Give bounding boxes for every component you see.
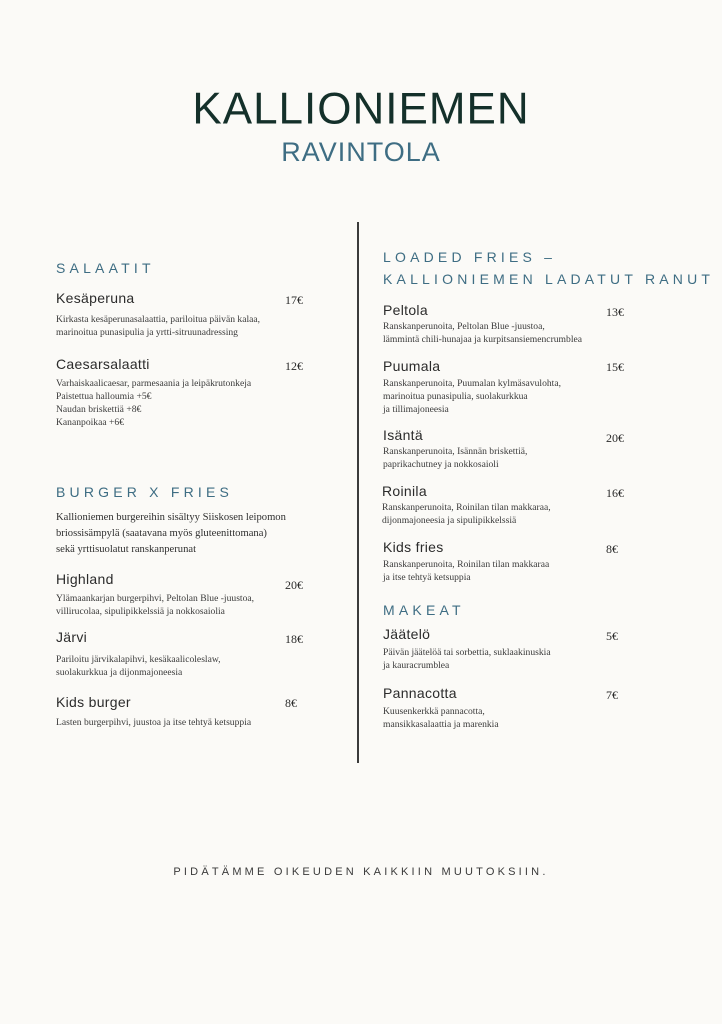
section-title-makeat: MAKEAT: [383, 602, 465, 618]
description-line: ja tillimajoneesia: [383, 404, 449, 415]
item-name: Puumala: [383, 358, 441, 374]
description-line: paprikachutney ja nokkosaioli: [383, 459, 499, 470]
section-title-fries-line2: KALLIONIEMEN LADATUT RANUT: [383, 271, 715, 287]
column-divider: [357, 222, 359, 763]
item-description: [382, 501, 551, 527]
item-description: [56, 377, 251, 429]
item-name: Pannacotta: [383, 685, 457, 701]
item-price: 20€: [285, 578, 303, 592]
description-line: villirucolaa, sipulipikkelssiä ja nokkosaiolia: [56, 606, 225, 617]
description-line: dijonmajoneesia ja sipulipikkelssiä: [382, 515, 517, 526]
item-name: Highland: [56, 571, 114, 587]
item-description: [383, 705, 499, 731]
description-line: Pariloitu järvikalapihvi, kesäkaalicoleslaw,: [56, 654, 221, 665]
item-price: 7€: [606, 688, 618, 702]
section-intro: [56, 510, 286, 558]
item-name: Roinila: [382, 483, 427, 499]
footer-note: PIDÄTÄMME OIKEUDEN KAIKKIIN MUUTOKSIIN.: [173, 866, 549, 878]
item-price: 5€: [606, 629, 618, 643]
item-description: [383, 646, 551, 672]
description-line: Lasten burgerpihvi, juustoa ja itse tehtyä ketsuppia: [56, 717, 252, 728]
item-name: Kids fries: [383, 539, 444, 555]
section-title-salaatit: SALAATIT: [56, 260, 155, 276]
item-price: 16€: [606, 486, 624, 500]
description-line: Varhaiskaalicaesar, parmesaania ja leipäkrutonkeja: [56, 378, 252, 389]
description-line: Kuusenkerkkä pannacotta,: [383, 706, 485, 717]
item-description: [383, 445, 527, 471]
description-line: Kirkasta kesäperunasalaattia, pariloitua päivän kalaa,: [56, 314, 261, 325]
description-line: Ranskanperunoita, Roinilan tilan makkaraa: [383, 559, 550, 570]
item-description: [383, 377, 561, 416]
intro-line: Kallioniemen burgereihin sisältyy Siiskosen leipomon: [56, 512, 286, 523]
item-price: 15€: [606, 360, 624, 374]
item-price: 17€: [285, 293, 303, 307]
item-description: [56, 653, 221, 679]
item-name: Isäntä: [383, 427, 423, 443]
item-name: Kids burger: [56, 694, 131, 710]
description-line: Ylämaankarjan burgerpihvi, Peltolan Blue -juustoa,: [56, 593, 255, 604]
item-description: [383, 558, 549, 584]
description-line: Naudan briskettiä +8€: [56, 404, 142, 415]
description-line: marinoitua punasipulia, suolakurkkua: [383, 391, 528, 402]
item-description: [56, 716, 251, 729]
description-line: Ranskanperunoita, Isännän briskettiä,: [383, 446, 528, 457]
description-line: suolakurkkua ja dijonmajoneesia: [56, 667, 183, 678]
item-price: 18€: [285, 632, 303, 646]
item-name: Kesäperuna: [56, 290, 135, 306]
description-line: ja itse tehtyä ketsuppia: [383, 572, 471, 583]
item-price: 20€: [606, 431, 624, 445]
item-name: Peltola: [383, 302, 428, 318]
item-price: 8€: [606, 542, 618, 556]
description-line: marinoitua punasipulia ja yrtti-sitruunadressing: [56, 327, 238, 338]
item-name: Jäätelö: [383, 626, 431, 642]
description-line: lämmintä chili-hunajaa ja kurpitsansiemencrumblea: [383, 334, 583, 345]
description-line: mansikkasalaattia ja marenkia: [383, 719, 499, 730]
section-title-burger: BURGER X FRIES: [56, 484, 234, 500]
item-price: 12€: [285, 359, 303, 373]
description-line: Ranskanperunoita, Roinilan tilan makkaraa,: [382, 502, 551, 513]
description-line: Paistettua halloumia +5€: [56, 391, 152, 402]
item-name: Caesarsalaatti: [56, 356, 150, 372]
description-line: ja kauracrumblea: [383, 660, 450, 671]
restaurant-subtitle: RAVINTOLA: [281, 137, 441, 167]
item-description: [56, 592, 254, 618]
item-description: [383, 320, 582, 346]
item-price: 13€: [606, 305, 624, 319]
item-name: Järvi: [56, 629, 88, 645]
intro-line: sekä yrttisuolatut ranskanperunat: [56, 544, 197, 555]
item-price: 8€: [285, 696, 297, 710]
restaurant-title: KALLIONIEMEN: [192, 83, 530, 134]
section-title-fries-line1: LOADED FRIES –: [383, 249, 557, 265]
description-line: Ranskanperunoita, Peltolan Blue -juustoa,: [383, 321, 545, 332]
description-line: Kananpoikaa +6€: [56, 417, 125, 428]
item-description: [56, 313, 260, 339]
intro-line: briossisämpylä (saatavana myös gluteenittomana): [56, 528, 267, 539]
description-line: Ranskanperunoita, Puumalan kylmäsavulohta,: [383, 378, 561, 389]
description-line: Päivän jäätelöä tai sorbettia, suklaakinuskia: [383, 647, 551, 658]
